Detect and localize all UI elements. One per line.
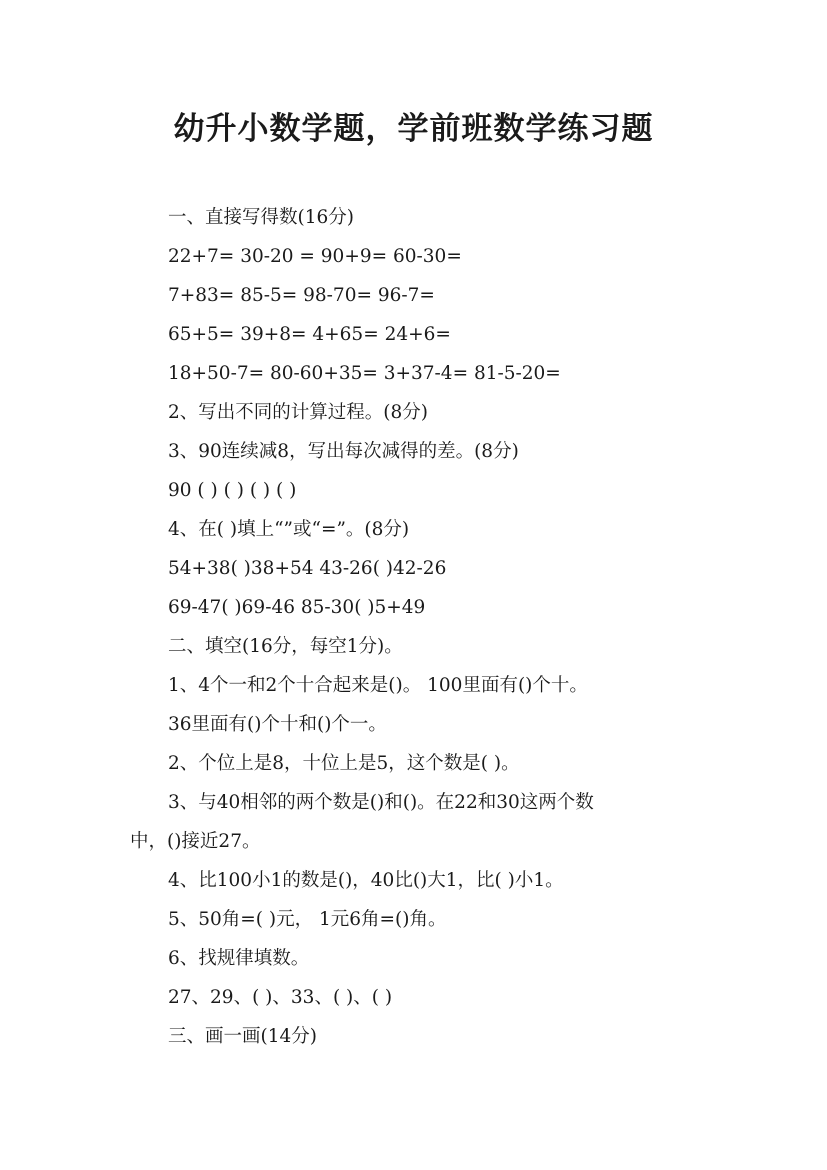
- text-line: 22+7= 30-20 = 90+9= 60-30=: [168, 246, 462, 267]
- section-heading: 一、直接写得数(16分): [168, 207, 354, 228]
- text-line: 65+5= 39+8= 4+65= 24+6=: [168, 324, 451, 345]
- text-line: 90 ( ) ( ) ( ) ( ): [168, 480, 297, 501]
- text-line: 1、4个一和2个十合起来是()。 100里面有()个十。: [168, 675, 588, 696]
- text-line: 3、与40相邻的两个数是()和()。在22和30这两个数: [168, 792, 594, 813]
- text-line: 7+83= 85-5= 98-70= 96-7=: [168, 285, 435, 306]
- text-line: 18+50-7= 80-60+35= 3+37-4= 81-5-20=: [168, 363, 561, 384]
- section-heading: 二、填空(16分，每空1分)。: [168, 636, 403, 657]
- text-line-continuation: 中，()接近27。: [130, 831, 261, 852]
- text-line: 4、在( )填上“”或“=”。(8分): [168, 519, 410, 540]
- text-line: 36里面有()个十和()个一。: [168, 714, 387, 735]
- section-heading: 三、画一画(14分): [168, 1026, 317, 1047]
- text-line: 4、比100小1的数是()，40比()大1，比( )小1。: [168, 870, 564, 891]
- text-line: 27、29、( )、33、( )、( ): [168, 987, 393, 1008]
- text-line: 54+38( )38+54 43-26( )42-26: [168, 558, 447, 579]
- text-line: 2、写出不同的计算过程。(8分): [168, 402, 428, 423]
- text-line: 2、个位上是8，十位上是5，这个数是( )。: [168, 753, 520, 774]
- document-body: [0, 198, 827, 1056]
- document-title: 幼升小数学题，学前班数学练习题: [173, 111, 654, 147]
- text-line: 5、50角=( )元， 1元6角=()角。: [168, 909, 447, 930]
- text-line: 69-47( )69-46 85-30( )5+49: [168, 597, 426, 618]
- text-line: 3、90连续减8，写出每次减得的差。(8分): [168, 441, 519, 462]
- text-line: 6、找规律填数。: [168, 948, 310, 969]
